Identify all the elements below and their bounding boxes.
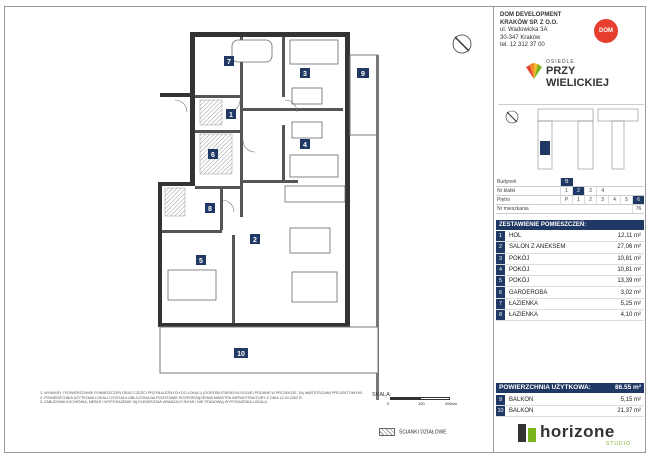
dining-table	[290, 228, 330, 253]
balcony-name: BALKON	[505, 395, 577, 406]
total-label: POWIERZCHNIA UŻYTKOWA:	[499, 384, 591, 391]
info-value: 76	[633, 205, 645, 214]
room-area: 12,11 m²	[601, 231, 644, 242]
scale-tick-0: 0	[387, 401, 390, 406]
bed-room-3	[290, 40, 338, 64]
developer-info	[500, 12, 561, 50]
key-plan-highlight	[540, 141, 550, 155]
room-num: 1	[496, 231, 505, 242]
room-name: POKÓJ	[505, 276, 601, 287]
north-arrow-icon	[453, 35, 471, 53]
developer-street: ul. Wadowicka 3A	[500, 27, 548, 34]
rooms-header: ZESTAWIENIE POMIESZCZEŃ:	[496, 220, 644, 230]
plan-label-5: 5	[199, 258, 203, 265]
sofa	[292, 272, 337, 302]
room-area: 5,25 m²	[601, 298, 644, 309]
total-area	[496, 383, 644, 393]
rooms-table	[496, 231, 644, 321]
room-num: 5	[496, 276, 505, 287]
fan-logo-icon	[524, 61, 544, 81]
horizone-logo	[518, 421, 638, 449]
info-value: 1	[561, 187, 573, 196]
room-row	[496, 264, 644, 275]
estate-logo	[524, 57, 634, 99]
room-num: 2	[496, 242, 505, 253]
location-table	[496, 178, 644, 214]
room-name: SALON Z ANEKSEM	[505, 242, 601, 253]
plan-label-8: 8	[208, 206, 212, 213]
plan-label-3: 3	[303, 71, 307, 78]
developer-name-1: DOM DEVELOPMENT	[500, 12, 562, 18]
balcony-table	[496, 395, 644, 417]
balcony-num: 9	[496, 395, 505, 406]
room-name: ŁAZIENKA	[505, 298, 601, 309]
bathtub	[232, 40, 272, 62]
room-row	[496, 231, 644, 242]
balcony-name: BALKON	[505, 406, 577, 417]
room-row	[496, 276, 644, 287]
wall-legend	[379, 428, 447, 436]
plan-label-4: 4	[303, 142, 307, 149]
balcony-area: 21,37 m²	[577, 406, 644, 417]
room-num: 4	[496, 264, 505, 275]
info-row-stair	[496, 187, 644, 196]
wall-legend-label: ŚCIANKI DZIAŁOWE	[399, 429, 447, 436]
key-north-icon	[506, 111, 518, 123]
room-num: 7	[496, 298, 505, 309]
room-num: 8	[496, 310, 505, 321]
notes	[40, 391, 370, 405]
info-label: Nr klatki	[496, 187, 561, 196]
info-value: 1	[573, 196, 585, 205]
info-value: 6	[633, 196, 645, 205]
room-name: ŁAZIENKA	[505, 310, 601, 321]
plan-label-7: 7	[227, 59, 231, 66]
developer-city: 30-347 Kraków	[500, 34, 541, 41]
estate-line-2: WIELICKIEJ	[546, 77, 609, 89]
developer-phone: tel. 12 312 37 00	[500, 42, 545, 49]
info-value: B	[561, 178, 573, 187]
balcony-row	[496, 395, 644, 406]
scale-label: SKALA:	[372, 392, 392, 398]
room-num: 3	[496, 253, 505, 264]
room-name: POKÓJ	[505, 264, 601, 275]
scale-bar	[390, 397, 450, 400]
info-value: 3	[597, 196, 609, 205]
key-plan	[498, 104, 644, 175]
balcony-row	[496, 406, 644, 417]
info-label: Nr mieszkania	[496, 205, 561, 214]
horizone-mark-icon	[518, 424, 536, 442]
scale-tick-2: 200cm	[445, 401, 458, 406]
total-value: 86.55 m²	[614, 384, 641, 391]
note-3: 3. ZABUDOWA KUCHENNA, MEBLE I WYPOSAŻENIE SĄ ELEMENTAMI ARANŻACYJNYMI I NIE STANOWIĄ WYPOSAŻENIA LOKALU.	[40, 400, 269, 404]
info-label: Budynek	[496, 178, 561, 187]
room-row	[496, 242, 644, 253]
horizone-word: horizone	[540, 422, 615, 441]
room-area: 10,81 m²	[601, 253, 644, 264]
balcony-area: 5,15 m²	[577, 395, 644, 406]
scale-tick-1: 100	[418, 401, 425, 406]
room-area: 3,02 m²	[601, 287, 644, 298]
bed-room-4	[290, 155, 338, 177]
room-row	[496, 287, 644, 298]
balcony-num: 10	[496, 406, 505, 417]
note-1: 1. WYMIARY I POWIERZCHNIE POMIESZCZEŃ ORAZ CZĘŚCI PRZYNALEŻNYCH DO LOKALU (OGRÓDKI/TARASY/LOGGIE) PODANE W PROJEKCIE, SĄ WARTOŚCIAMI PROJEKTOWYMI.	[40, 391, 363, 395]
bed-room-5	[168, 270, 216, 300]
info-label: Piętro	[496, 196, 561, 205]
kitchen-counter	[285, 186, 345, 202]
room-area: 13,39 m²	[601, 276, 644, 287]
room-row	[496, 253, 644, 264]
balcony-9	[350, 55, 378, 135]
room-num: 6	[496, 287, 505, 298]
horizone-studio: STUDIO	[606, 441, 631, 447]
estate-line-1: PRZY	[546, 65, 576, 77]
room-name: POKÓJ	[505, 253, 601, 264]
info-panel	[493, 7, 646, 452]
info-value: P	[561, 196, 573, 205]
plan-label-10: 10	[237, 351, 245, 358]
note-2: 2. POWIERZCHNIA UŻYTKOWA LOKALU ZOSTAŁA OBLICZONA NA PODSTAWIE ROZPORZĄDZENIA MINISTRA INFRASTRUKTURY Z DNIA 12.04.2002 R.	[40, 395, 303, 400]
plan-label-9: 9	[361, 71, 365, 78]
estate-small: OSIEDLE	[546, 59, 575, 65]
wall-hatch-icon	[379, 428, 395, 436]
developer-name-2: KRAKÓW SP. Z O.O.	[500, 19, 558, 26]
plan-label-1: 1	[229, 112, 233, 119]
info-row-building	[496, 178, 644, 187]
room-area: 4,10 m²	[601, 310, 644, 321]
room-area: 27,06 m²	[601, 242, 644, 253]
room-name: HOL	[505, 231, 601, 242]
room-name: GARDEROBA	[505, 287, 601, 298]
info-value: 4	[597, 187, 609, 196]
info-row-apartment	[496, 205, 644, 214]
dom-logo: DOM	[594, 19, 618, 43]
info-value: 2	[585, 196, 597, 205]
info-value: 4	[609, 196, 621, 205]
room-row	[496, 310, 644, 321]
plan-label-2: 2	[253, 237, 257, 244]
info-value: 3	[585, 187, 597, 196]
plan-label-6: 6	[211, 152, 215, 159]
info-row-floor	[496, 196, 644, 205]
room-row	[496, 298, 644, 309]
balcony-10	[160, 327, 378, 373]
info-value: 5	[621, 196, 633, 205]
info-value: 2	[573, 187, 585, 196]
room-area: 10,81 m²	[601, 264, 644, 275]
